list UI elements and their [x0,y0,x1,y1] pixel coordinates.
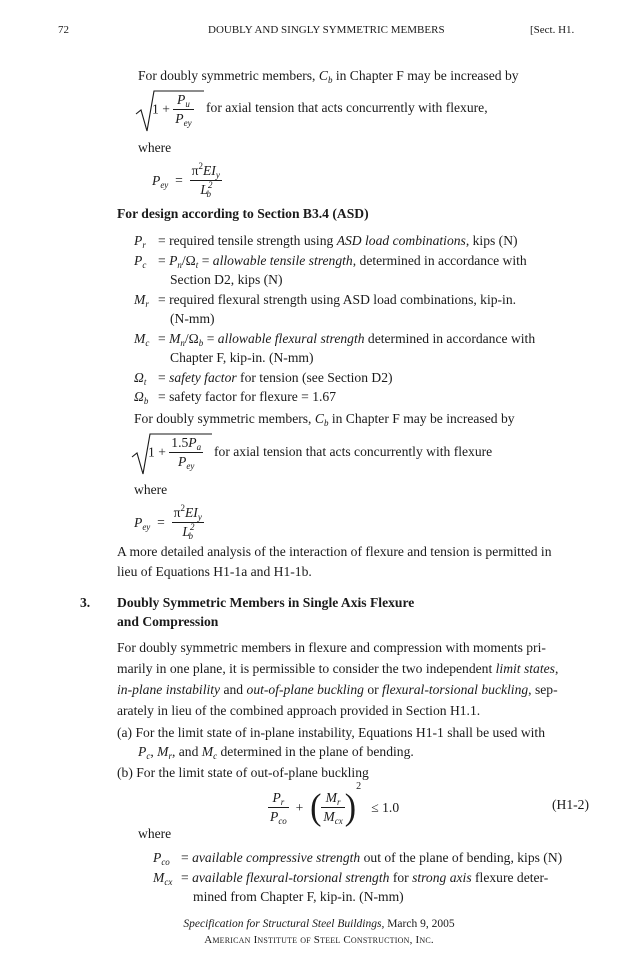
formula-pey-2: $P_{ey}$ = $\frac{\pi^2EI_y}{L^2_b}$ [134,503,202,541]
def-text: = available compressive strength out of the plane of bending, kips (N) [181,850,563,865]
where-2: where [134,482,168,497]
section-title-2: and Compression [117,614,219,629]
para1-line1: For doubly symmetric members, $C_b$ in Chapter F may be increased by [138,68,519,85]
def-text: Section D2, kips (N) [170,272,283,287]
def-text: = required flexural strength using ASD load combinations, kip-in. [158,291,517,307]
equation-h1-2: $\frac{P_r}{P_{co}}$ + ( $\frac{M_r}{M_{cx}}$ )$^2$ ≤ 1.0 [270,781,400,828]
item-b: (b) For the limit state of out-of-plane buckling [117,765,369,780]
section-number: 3. [80,595,91,610]
def-text: = available flexural-torsional strength for strong axis flexure deter- [181,869,549,885]
def-text: (N-mm) [170,311,215,326]
paragraph-line: arately in lieu of the combined approach provided in Section H1.1. [117,703,481,718]
def-symbol: $M_r$ [134,291,149,309]
paragraph-line: For doubly symmetric members in flexure and compression with moments pri- [117,640,546,655]
def-symbol: $P_r$ [134,233,146,250]
asd-para-line1: For doubly symmetric members, $C_b$ in Chapter F may be increased by [134,411,515,428]
section-title-1: Doubly Symmetric Members in Single Axis Flexure [117,595,415,610]
page-number: 72 [58,24,69,36]
paragraph-line: marily in one plane, it is permissible to consider the two independent limit states, [117,661,559,676]
detail-line1: A more detailed analysis of the interaction of flexure and tension is permitted in [117,544,552,559]
footer-line2: American Institute of Steel Construction, Inc. [204,934,434,946]
def-text: = required tensile strength using ASD load combinations, kips (N) [158,233,518,248]
footer-line1: Specification for Structural Steel Buildings, March 9, 2005 [183,918,455,930]
running-title: DOUBLY AND SINGLY SYMMETRIC MEMBERS [208,24,445,36]
paragraph-line: in-plane instability and out-of-plane buckling or flexural-torsional buckling, sep- [117,682,558,697]
formula-sqrt-2: 1 + $\frac{1.5P_a}{P_{ey}}$ [148,435,202,471]
section-label: [Sect. H1. [530,24,575,36]
def-text: Chapter F, kip-in. (N-mm) [170,350,314,365]
def-symbol: $\Omega_t$ [134,369,147,387]
item-a-line2: $P_c$, $M_r$, and $M_c$ determined in the plane of bending. [138,744,414,761]
equation-label: (H1-2) [552,797,589,812]
detail-line2: lieu of Equations H1-1a and H1-1b. [117,564,312,579]
asd-heading: For design according to Section B3.4 (ASD) [117,206,369,221]
def-symbol: $\Omega_b$ [134,389,149,406]
para1-after-sqrt: for axial tension that acts concurrently with flexure, [206,100,488,115]
def-symbol: $P_{co}$ [153,850,170,867]
def-text: mined from Chapter F, kip-in. (N-mm) [193,889,404,904]
formula-pey-1: $P_{ey}$ = $\frac{\pi^2EI_y}{L^2_b}$ [152,161,220,199]
where-1: where [138,140,172,155]
asd-after-sqrt: for axial tension that acts concurrently with flexure [214,444,493,459]
def-text: = $P_n/\Omega_t$ = allowable tensile strength, determined in accordance with [158,252,527,270]
where-3: where [138,826,172,841]
def-text: = safety factor for tension (see Section D2) [158,369,393,385]
def-text: = safety factor for flexure = 1.67 [158,389,337,404]
def-text: = $M_n/\Omega_b$ = allowable flexural strength determined in accordance with [158,330,536,348]
formula-sqrt-1: 1 + $\frac{P_u}{P_{ey}}$ [152,92,192,128]
def-symbol: $M_{cx}$ [153,869,173,887]
def-symbol: $M_c$ [134,330,150,348]
item-a-line1: (a) For the limit state of in-plane instability, Equations H1-1 shall be used with [117,725,545,740]
def-symbol: $P_c$ [134,252,147,270]
